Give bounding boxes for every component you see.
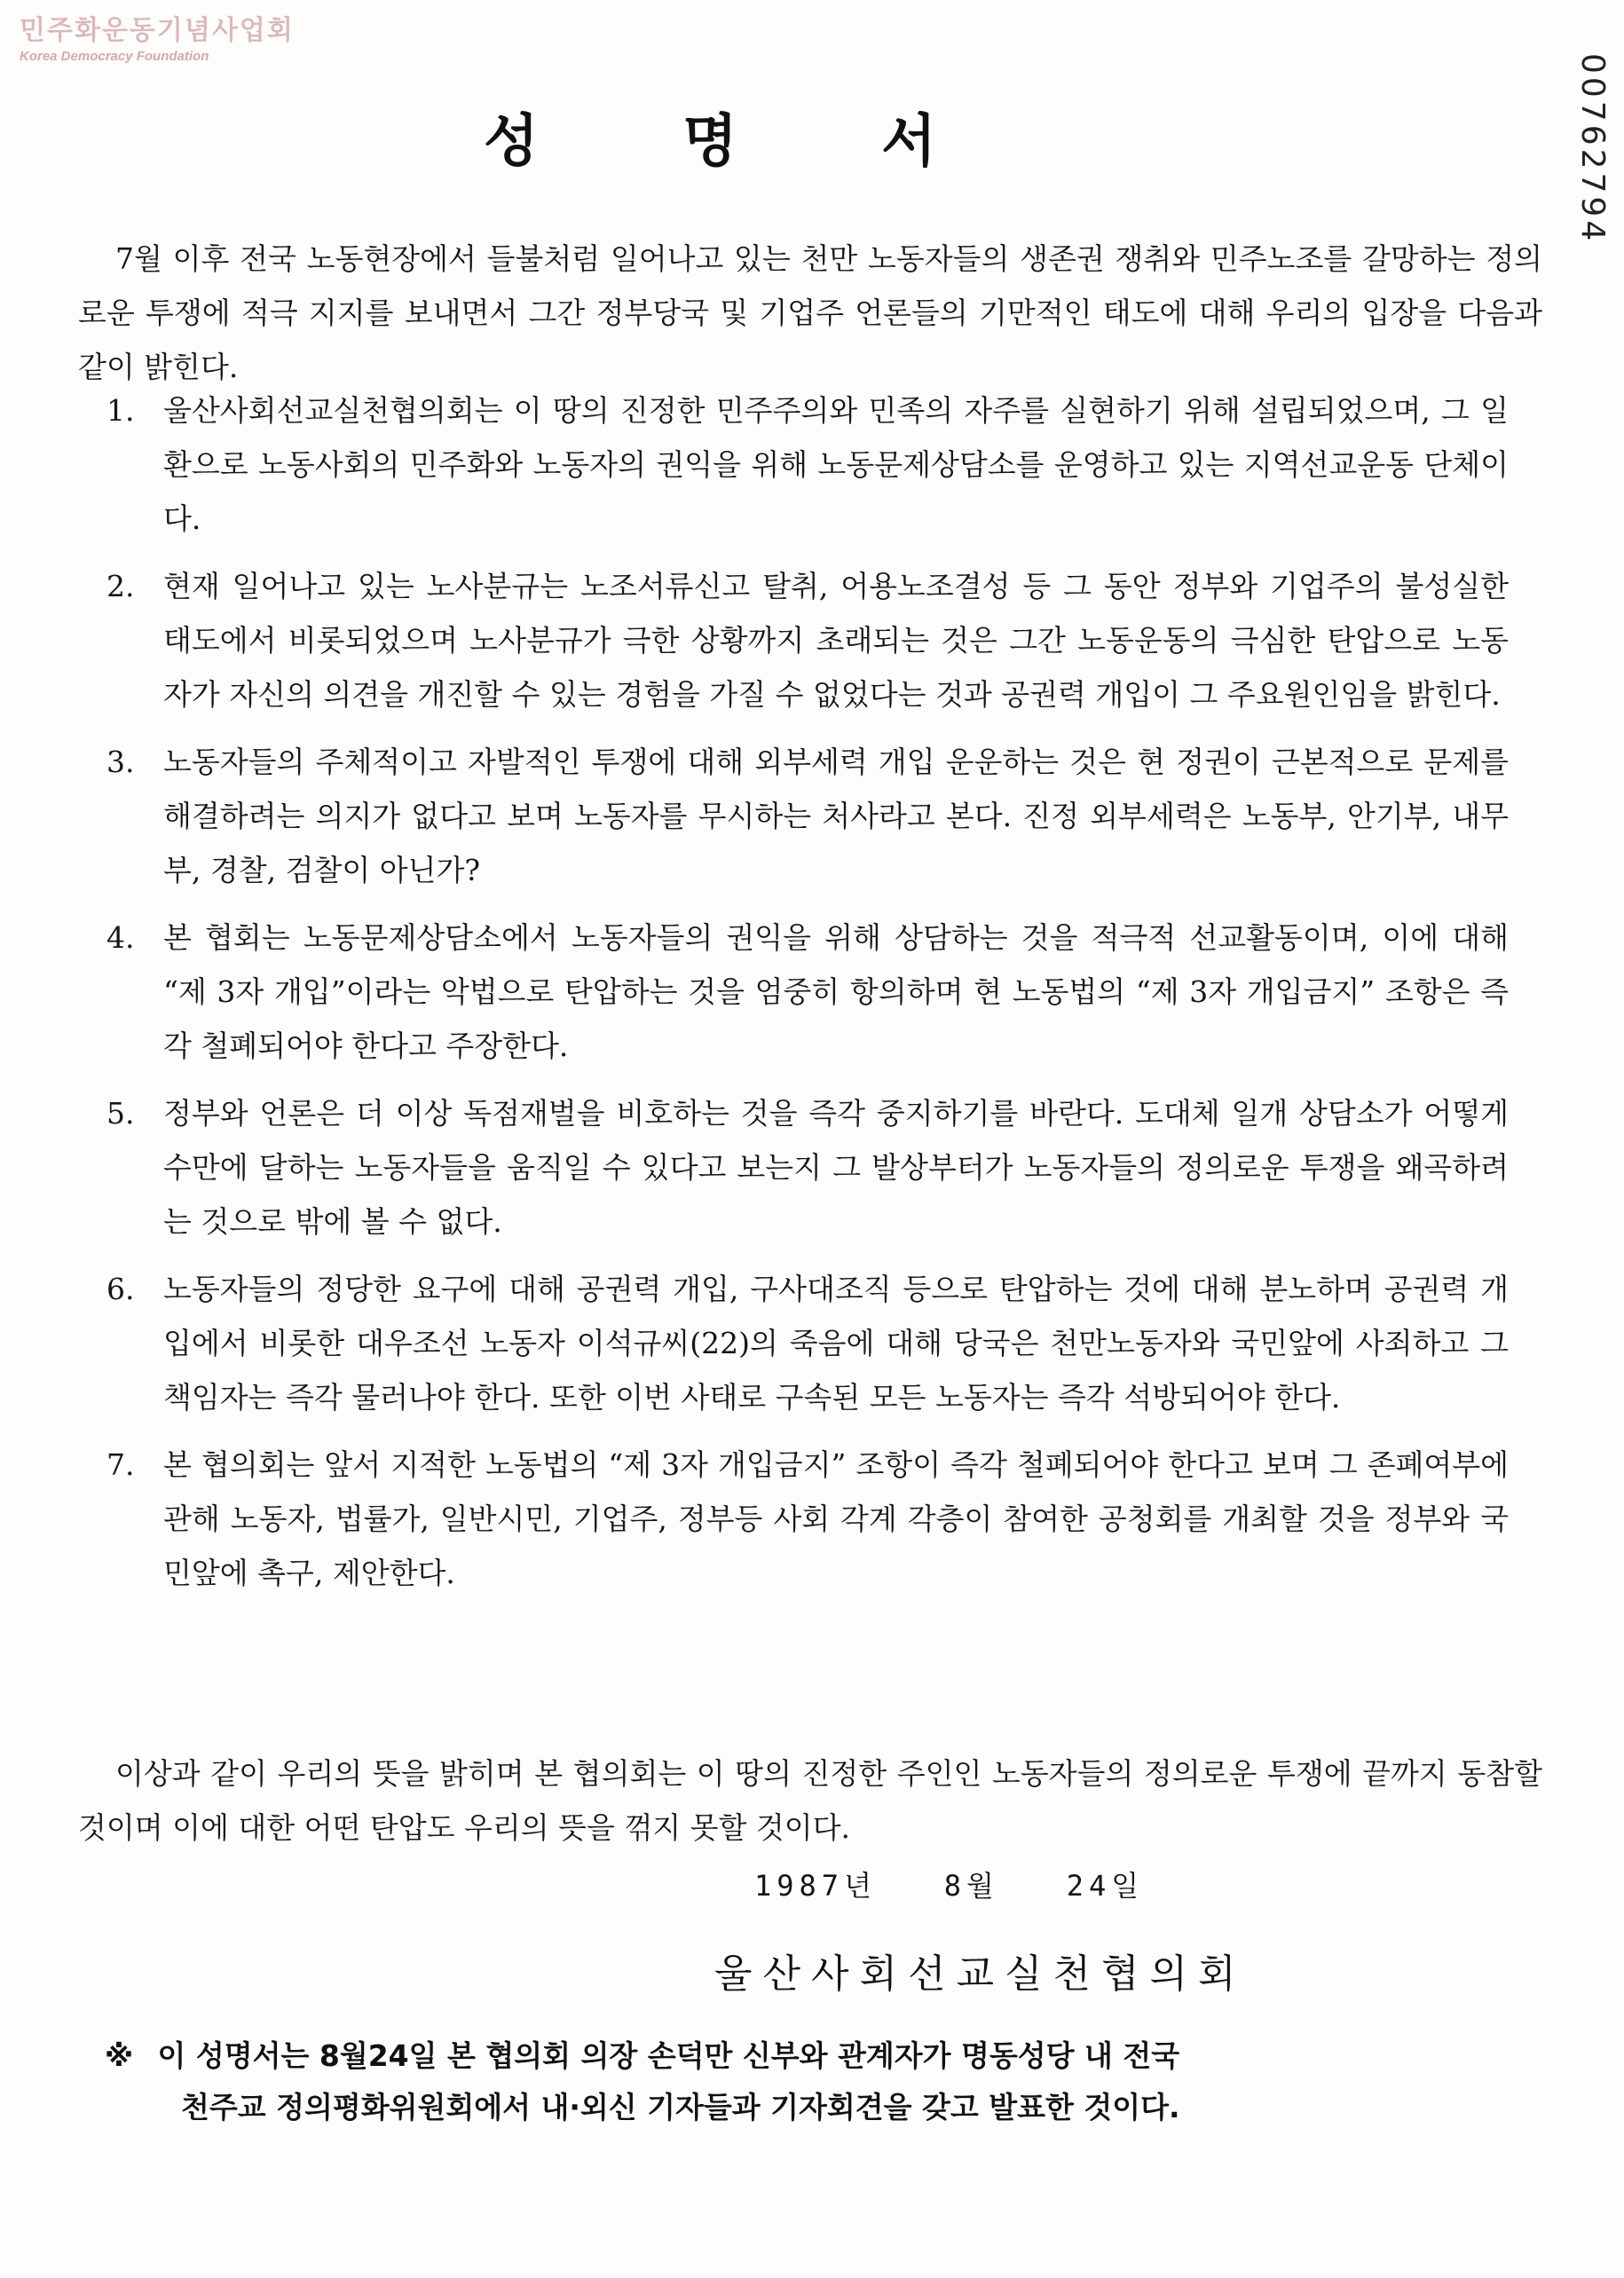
statement-item-7 <box>106 1438 1509 1600</box>
item-number: 3. <box>106 745 135 779</box>
item-text: 노동자들의 주체적이고 자발적인 투쟁에 대해 외부세력 개입 운운하는 것은 현 정권이 근본적으로 문제를 해결하려는 의지가 없다고 보며 노동자를 무시하는 처사라고 본다. 진정 외부세력은 노동부, 안기부, 내무부, 경찰, 검찰이 아닌가? <box>163 745 1509 887</box>
watermark-english: Korea Democracy Foundation <box>20 49 209 64</box>
statement-item-6 <box>106 1262 1509 1424</box>
item-text: 울산사회선교실천협의회는 이 땅의 진정한 민주주의와 민족의 자주를 실현하기 위해 설립되었으며, 그 일환으로 노동사회의 민주화와 노동자의 권익을 위해 노동문제상담소를 운영하고 있는 지역선교운동 단체이다. <box>163 393 1509 536</box>
footnote-text-1: 이 성명서는 8월24일 본 협의회 의장 손덕만 신부와 관계자가 명동성당 내 전국 <box>157 2038 1180 2073</box>
item-number: 4. <box>106 920 135 955</box>
statement-item-2 <box>106 559 1509 721</box>
footnote-line-2: 천주교 정의평화위원회에서 내·외신 기자들과 기자회견을 갖고 발표한 것이다. <box>181 2090 1180 2124</box>
watermark-korean: 민주화운동기념사업회 <box>20 15 295 46</box>
item-text: 본 협의회는 앞서 지적한 노동법의 “제 3자 개입금지” 조항이 즉각 철폐되어야 한다고 보며 그 존폐여부에 관해 노동자, 법률가, 일반시민, 기업주, 정부등 사회 각계 각층이 참여한 공청회를 개최할 것을 정부와 국민앞에 촉구, 제안한다. <box>163 1447 1509 1590</box>
item-text: 노동자들의 정당한 요구에 대해 공권력 개입, 구사대조직 등으로 탄압하는 것에 대해 분노하며 공권력 개입에서 비롯한 대우조선 노동자 이석규씨(22)의 죽음에 대해 당국은 천만노동자와 국민앞에 사죄하고 그 책임자는 즉각 물러나야 한다. 또한 이번 사태로 구속된 모든 노동자는 즉각 석방되어야 한다. <box>163 1272 1509 1415</box>
statement-item-1 <box>106 383 1509 546</box>
item-text: 정부와 언론은 더 이상 독점재벌을 비호하는 것을 즉각 중지하기를 바란다. 도대체 일개 상담소가 어떻게 수만에 달하는 노동자들을 움직일 수 있다고 보는지 그 발상부터가 노동자들의 정의로운 투쟁을 왜곡하려는 것으로 밖에 볼 수 없다. <box>163 1096 1509 1239</box>
statement-item-5 <box>106 1086 1509 1249</box>
footnote-line-1 <box>105 2030 1525 2082</box>
intro-paragraph: 7월 이후 전국 노동현장에서 들불처럼 일어나고 있는 천만 노동자들의 생존권 쟁취와 민주노조를 갈망하는 정의로운 투쟁에 적극 지지를 보내면서 그간 정부당국 및 기업주 언론들의 기만적인 태도에 대해 우리의 입장을 다음과 같이 밝힌다. <box>78 241 1542 384</box>
item-number: 7. <box>106 1447 135 1482</box>
item-number: 2. <box>106 569 135 603</box>
watermark <box>20 16 295 66</box>
item-number: 6. <box>106 1272 135 1306</box>
reference-mark-icon: ※ <box>105 2038 134 2073</box>
item-number: 1. <box>106 393 135 428</box>
statement-item-4 <box>106 910 1509 1073</box>
item-text: 현재 일어나고 있는 노사분규는 노조서류신고 탈취, 어용노조결성 등 그 동안 정부와 기업주의 불성실한 태도에서 비롯되었으며 노사분규가 극한 상황까지 초래되는 것은 그간 노동운동의 극심한 탄압으로 노동자가 자신의 의견을 개진할 수 있는 경험을 가질 수 없었다는 것과 공권력 개입이 그 주요원인임을 밝힌다. <box>163 569 1509 712</box>
organization-signature: 울산사회선교실천협의회 <box>714 1951 1247 1997</box>
archive-number: 00762794 <box>1574 53 1611 245</box>
statement-item-3 <box>106 735 1509 897</box>
item-number: 5. <box>106 1096 135 1131</box>
document-title: 성 명 서 <box>483 109 999 175</box>
statement-list <box>106 383 1509 1613</box>
document-date: 1987년 8월 24일 <box>754 1869 1145 1903</box>
item-text: 본 협회는 노동문제상담소에서 노동자들의 권익을 위해 상담하는 것을 적극적 선교활동이며, 이에 대해 “제 3자 개입”이라는 악법으로 탄압하는 것을 엄중히 항의하며 현 노동법의 “제 3자 개입금지” 조항은 즉각 철폐되어야 한다고 주장한다. <box>163 920 1509 1063</box>
closing-paragraph: 이상과 같이 우리의 뜻을 밝히며 본 협의회는 이 땅의 진정한 주인인 노동자들의 정의로운 투쟁에 끝까지 동참할 것이며 이에 대한 어떤 탄압도 우리의 뜻을 꺾지 못할 것이다. <box>78 1756 1542 1845</box>
footnote <box>105 2030 1525 2133</box>
